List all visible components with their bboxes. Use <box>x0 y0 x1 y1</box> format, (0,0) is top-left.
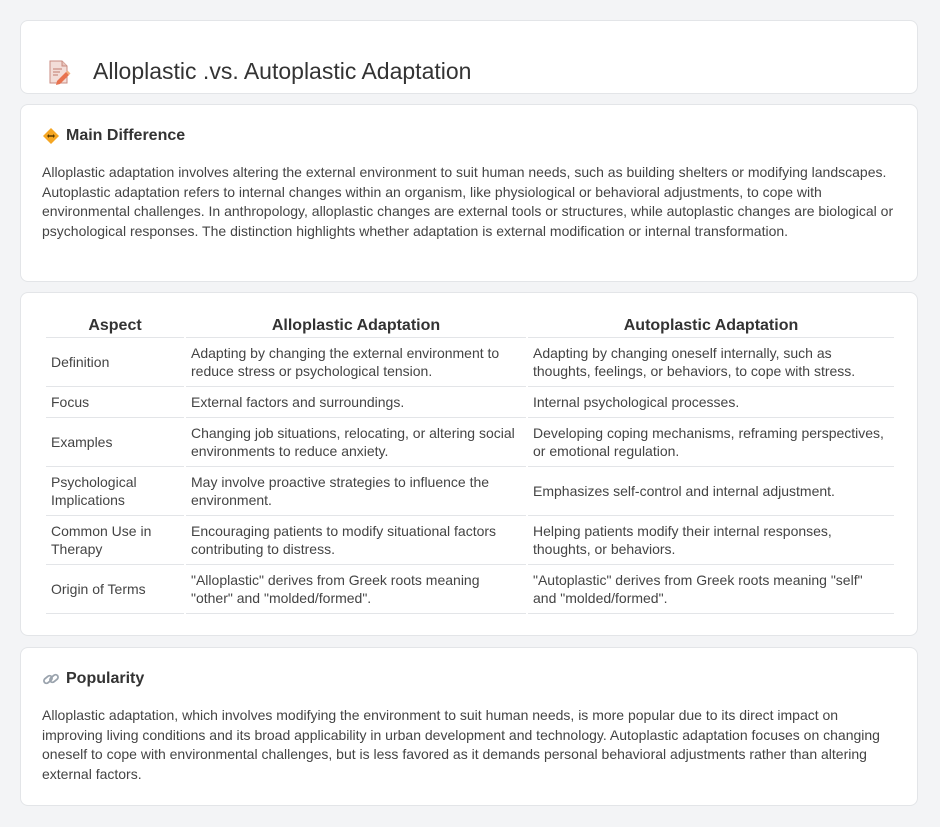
header-aspect: Aspect <box>46 315 184 338</box>
aspect-cell: Definition <box>46 338 184 387</box>
aspect-cell: Common Use in Therapy <box>46 516 184 565</box>
aspect-cell: Psychological Implications <box>46 467 184 516</box>
aspect-cell: Examples <box>46 418 184 467</box>
autoplastic-cell: Adapting by changing oneself internally, such as thoughts, feelings, or behaviors, to cope with stress. <box>528 338 894 387</box>
aspect-cell: Origin of Terms <box>46 565 184 614</box>
document-pencil-icon <box>45 58 73 86</box>
alloplastic-cell: Changing job situations, relocating, or altering social environments to reduce anxiety. <box>186 418 526 467</box>
autoplastic-cell: Helping patients modify their internal responses, thoughts, or behaviors. <box>528 516 894 565</box>
alloplastic-cell: May involve proactive strategies to influence the environment. <box>186 467 526 516</box>
main-difference-section <box>20 104 918 282</box>
autoplastic-cell: "Autoplastic" derives from Greek roots meaning "self" and "molded/formed". <box>528 565 894 614</box>
alloplastic-cell: Adapting by changing the external environment to reduce stress or psychological tension. <box>186 338 526 387</box>
alloplastic-cell: External factors and surroundings. <box>186 387 526 418</box>
alloplastic-cell: "Alloplastic" derives from Greek roots meaning "other" and "molded/formed". <box>186 565 526 614</box>
table-row <box>46 338 894 387</box>
page-title: Alloplastic .vs. Autoplastic Adaptation <box>93 58 472 85</box>
table-row <box>46 387 894 418</box>
main-difference-text: Alloplastic adaptation involves altering the external environment to suit human needs, such as building shelters or modifying landscapes. Autoplastic adaptation refers to internal changes within an organism, like physiological or behavioral adjustments, to cope with environmental challenges. In anthropology, alloplastic changes are external tools or structures, while autoplastic changes are biological or psychological responses. The distinction highlights whether adaptation is external modification or internal transformation. <box>42 164 894 239</box>
autoplastic-cell: Developing coping mechanisms, reframing perspectives, or emotional regulation. <box>528 418 894 467</box>
diamond-arrows-icon <box>42 127 60 145</box>
comparison-table-card <box>20 292 918 636</box>
autoplastic-cell: Internal psychological processes. <box>528 387 894 418</box>
table-row <box>46 516 894 565</box>
popularity-heading: Popularity <box>66 670 145 687</box>
table-row <box>46 467 894 516</box>
link-icon <box>42 670 60 688</box>
autoplastic-cell: Emphasizes self-control and internal adjustment. <box>528 467 894 516</box>
header-alloplastic: Alloplastic Adaptation <box>186 315 526 338</box>
popularity-section <box>20 647 918 806</box>
header-autoplastic: Autoplastic Adaptation <box>528 315 894 338</box>
aspect-cell: Focus <box>46 387 184 418</box>
table-row <box>46 418 894 467</box>
popularity-text: Alloplastic adaptation, which involves modifying the environment to suit human needs, is more popular due to its direct impact on improving living conditions and its broad applicability in urban development and technology. Autoplastic adaptation focuses on changing oneself to cope with environmental challenges, but is less favored as it demands personal behavioral adjustments rather than altering external factors. <box>42 707 880 782</box>
comparison-table <box>44 315 896 614</box>
alloplastic-cell: Encouraging patients to modify situational factors contributing to distress. <box>186 516 526 565</box>
table-row <box>46 565 894 614</box>
main-difference-heading: Main Difference <box>66 127 186 144</box>
table-header-row <box>46 315 894 338</box>
title-card <box>20 20 918 94</box>
